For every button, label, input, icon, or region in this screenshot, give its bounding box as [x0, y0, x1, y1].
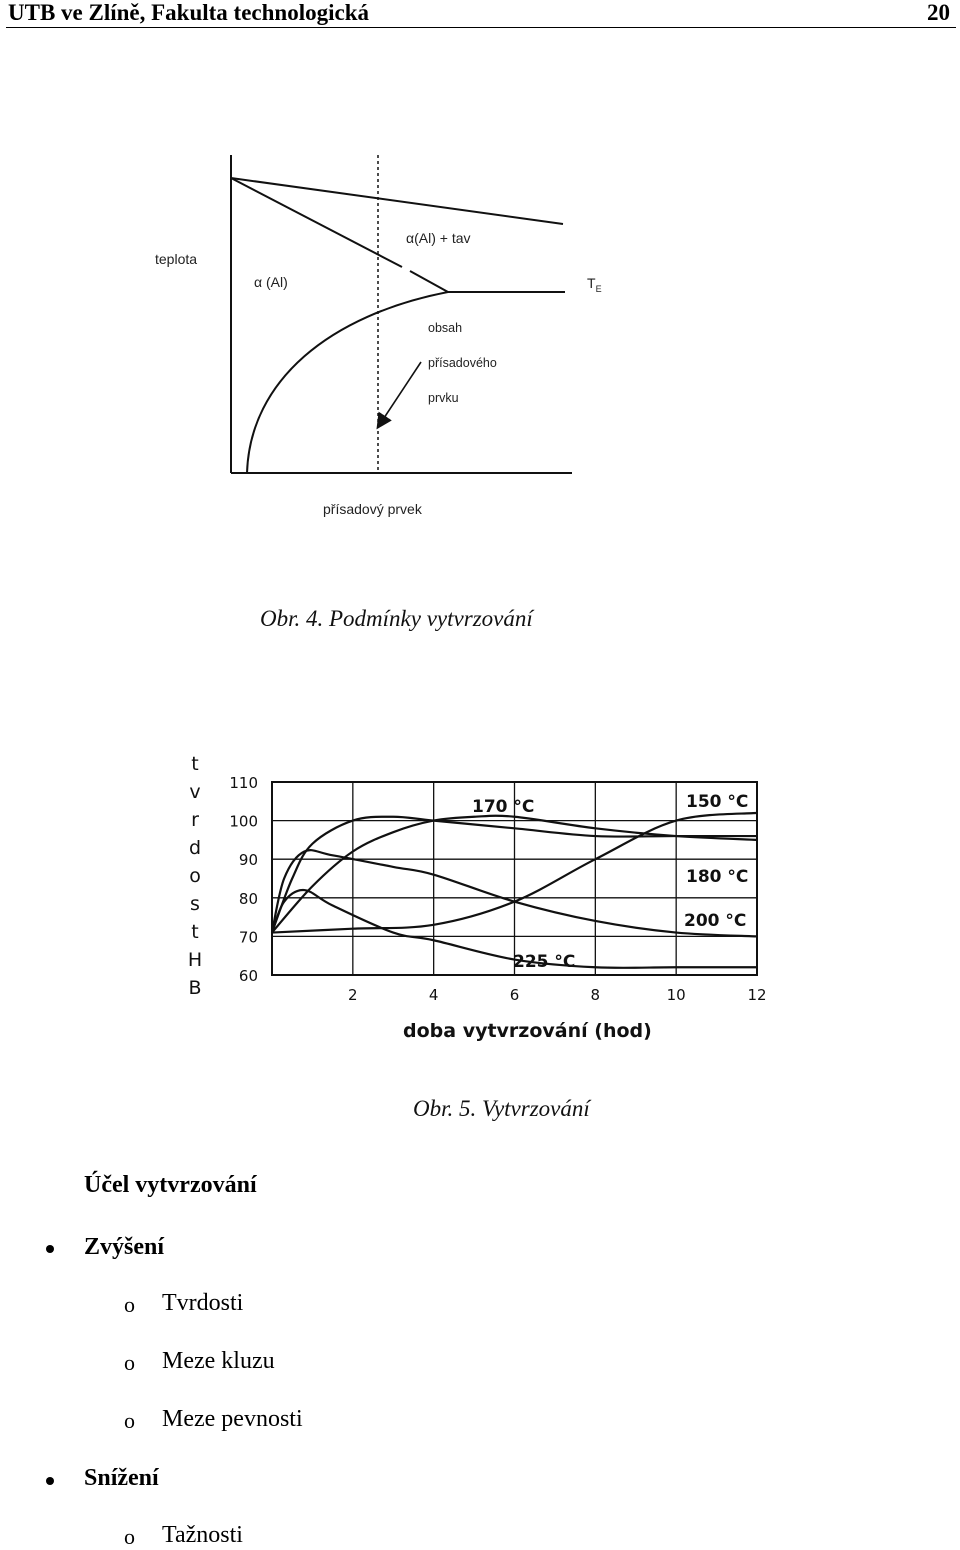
- chart-y-label-letter: B: [188, 977, 202, 999]
- label-prisadoveho: přísadového: [428, 356, 497, 370]
- bullet-dot-2: [46, 1477, 54, 1485]
- chart-series-label: 180 °C: [686, 867, 749, 887]
- chart-y-label-letter: v: [189, 781, 201, 803]
- chart-series-label: 225 °C: [513, 952, 576, 972]
- bullet-item-taznosti: Tažnosti: [162, 1522, 243, 1548]
- chart-x-tick-label: 8: [590, 986, 601, 1004]
- liquidus-line: [231, 178, 563, 224]
- label-teplota: teplota: [155, 251, 198, 267]
- chart-y-tick-label: 110: [229, 774, 258, 792]
- bullet-item-meze-pevnosti: Meze pevnosti: [162, 1406, 303, 1432]
- bullet-dot-1: [46, 1245, 54, 1253]
- chart-x-tick-label: 10: [666, 986, 686, 1004]
- chart-y-tick-label: 90: [238, 851, 258, 870]
- solvus-curve: [247, 292, 448, 473]
- figure5-caption: Obr. 5. Vytvrzování: [413, 1096, 590, 1121]
- chart-y-tick-label: 80: [238, 889, 258, 908]
- chart-y-label-letter: d: [188, 837, 202, 859]
- label-prvku: prvku: [428, 391, 459, 405]
- sub-marker: o: [124, 1524, 135, 1549]
- chart-series-label: 200 °C: [684, 911, 747, 931]
- solidus-line: [231, 178, 402, 267]
- chart-series-label: 150 °C: [686, 792, 749, 812]
- chart-x-label: doba vytvrzování (hod): [403, 1020, 652, 1042]
- section-title: Účel vytvrzování: [84, 1172, 257, 1198]
- phase-diagram: [0, 140, 960, 540]
- chart-x-tick-label: 12: [747, 986, 767, 1004]
- chart-y-tick-label: 100: [229, 812, 258, 831]
- chart-x-tick-label: 4: [428, 986, 439, 1004]
- chart-y-label-letter: r: [191, 809, 199, 831]
- chart-y-tick-label: 60: [238, 967, 258, 985]
- chart-y-label-letter: H: [187, 949, 203, 971]
- composition-arrow: [380, 362, 421, 424]
- sub-marker: o: [124, 1408, 135, 1433]
- label-alpha: α (Al): [254, 274, 288, 290]
- chart-y-label-letter: o: [189, 865, 201, 887]
- bullet-zvyseni: Zvýšení: [84, 1234, 165, 1260]
- hardening-chart: [0, 740, 960, 1060]
- bullet-snizeni: Snížení: [84, 1465, 159, 1491]
- header-institution: UTB ve Zlíně, Fakulta technologická: [8, 0, 369, 25]
- solidus-line-2: [410, 271, 448, 292]
- page-number: 20: [927, 0, 950, 25]
- chart-y-label-letter: s: [190, 893, 200, 915]
- label-obsah: obsah: [428, 321, 463, 335]
- chart-y-tick-label: 70: [238, 928, 258, 947]
- diagram-x-label: přísadový prvek: [323, 501, 422, 517]
- chart-series-label: 170 °C: [472, 797, 535, 817]
- sub-marker: o: [124, 1292, 135, 1317]
- bullet-item-tvrdosti: Tvrdosti: [162, 1290, 244, 1316]
- chart-x-tick-label: 6: [509, 986, 520, 1004]
- chart-x-tick-label: 2: [348, 986, 358, 1004]
- label-alpha-tav: α(Al) + tav: [406, 230, 471, 246]
- bullet-item-meze-kluzu: Meze kluzu: [162, 1348, 275, 1374]
- label-te: $T_E$: [587, 275, 602, 294]
- chart-y-label-letter: t: [191, 921, 199, 943]
- chart-y-label-letter: t: [191, 753, 199, 775]
- sub-marker: o: [124, 1350, 135, 1375]
- figure4-caption: Obr. 4. Podmínky vytvrzování: [260, 606, 533, 631]
- page-header: [6, 0, 956, 28]
